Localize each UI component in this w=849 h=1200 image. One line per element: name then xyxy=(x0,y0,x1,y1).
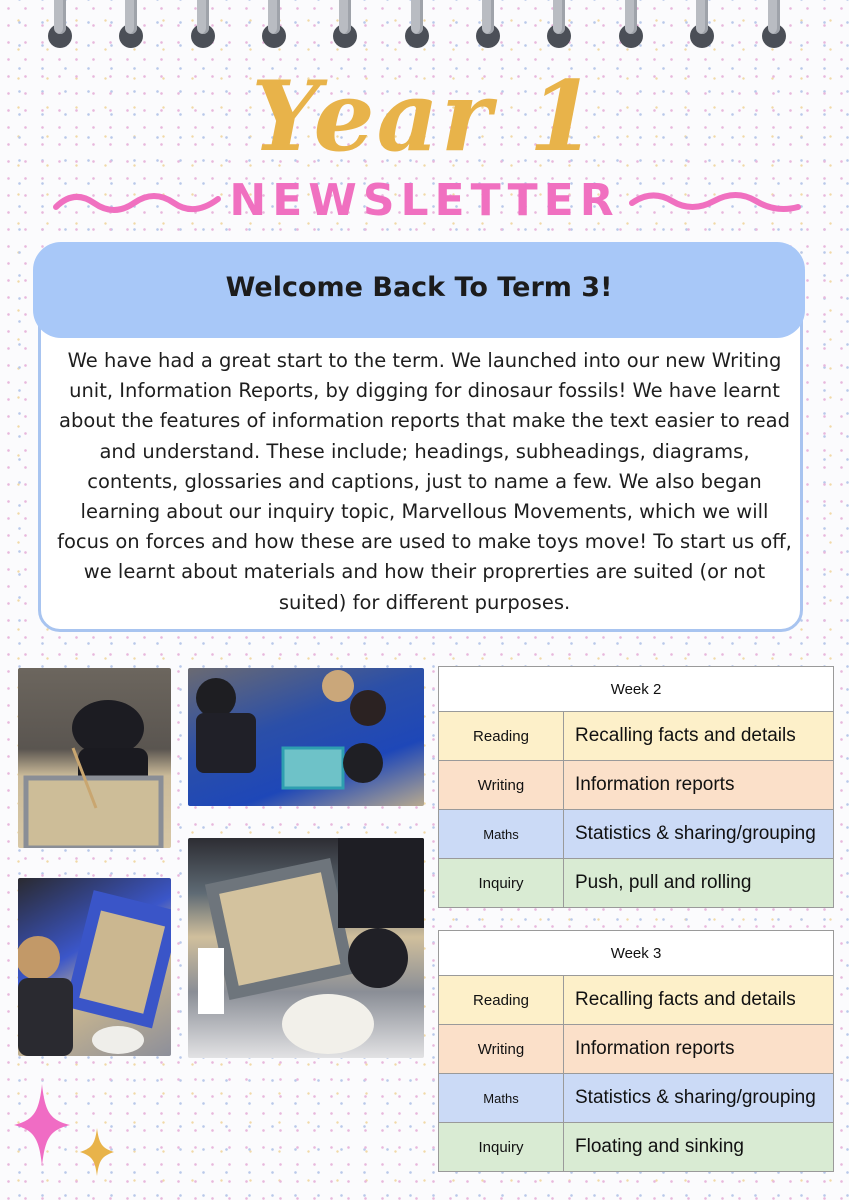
binding-ring xyxy=(50,0,70,44)
topic-cell: Statistics & sharing/grouping xyxy=(564,1074,834,1123)
table-row xyxy=(439,859,834,908)
subject-cell: Writing xyxy=(439,1025,564,1074)
gold-sparkle-icon xyxy=(78,1126,116,1178)
right-squiggle-decoration xyxy=(626,185,804,221)
topic-cell: Information reports xyxy=(564,1025,834,1074)
pink-sparkle-icon xyxy=(12,1082,72,1168)
table-row xyxy=(439,712,834,761)
topic-cell: Statistics & sharing/grouping xyxy=(564,810,834,859)
topic-cell: Information reports xyxy=(564,761,834,810)
table-row xyxy=(439,1025,834,1074)
table-row xyxy=(439,761,834,810)
photo-sand-tub-and-plate xyxy=(188,838,424,1058)
week-title: Week 3 xyxy=(439,931,834,976)
table-row xyxy=(439,1074,834,1123)
binding-ring xyxy=(764,0,784,44)
subject-cell: Inquiry xyxy=(439,1123,564,1172)
welcome-heading: Welcome Back To Term 3! xyxy=(225,272,613,303)
binding-ring xyxy=(264,0,284,44)
table-row xyxy=(439,1123,834,1172)
binding-ring xyxy=(407,0,427,44)
week-3-table xyxy=(438,930,834,1172)
binding-ring xyxy=(621,0,641,44)
binding-ring xyxy=(478,0,498,44)
welcome-body-text: We have had a great start to the term. We launched into our new Writing unit, Information Reports, by digging for dinosaur fossils! We have learnt about the features of information reports that make the text easier to read and understand. These include; headings, subheadings, diagrams, contents, glossaries and captions, just to name a few. We also began learning about our inquiry topic, Marvellous Movements, which we will focus on forces and how these are used to make toys move! To start us off, we learnt about materials and how their proprerties are suited (or not suited) for different purposes. xyxy=(57,349,792,614)
table-row xyxy=(439,976,834,1025)
week-2-table xyxy=(438,666,834,908)
title-newsletter: NEWSLETTER xyxy=(229,175,620,226)
title-year: Year 1 xyxy=(251,60,598,173)
photo-child-at-blue-tub xyxy=(18,878,171,1056)
topic-cell: Floating and sinking xyxy=(564,1123,834,1172)
topic-cell: Recalling facts and details xyxy=(564,976,834,1025)
subject-cell: Reading xyxy=(439,976,564,1025)
binding-ring xyxy=(335,0,355,44)
subject-cell: Inquiry xyxy=(439,859,564,908)
subject-cell: Maths xyxy=(439,810,564,859)
photo-child-digging xyxy=(18,668,171,848)
binding-ring xyxy=(193,0,213,44)
left-squiggle-decoration xyxy=(52,185,224,221)
subject-cell: Writing xyxy=(439,761,564,810)
topic-cell: Recalling facts and details xyxy=(564,712,834,761)
binding-ring xyxy=(692,0,712,44)
topic-cell: Push, pull and rolling xyxy=(564,859,834,908)
subject-cell: Reading xyxy=(439,712,564,761)
week-title: Week 2 xyxy=(439,667,834,712)
binding-ring xyxy=(549,0,569,44)
table-row xyxy=(439,810,834,859)
photo-group-at-table xyxy=(188,668,424,806)
binding-ring xyxy=(121,0,141,44)
subject-cell: Maths xyxy=(439,1074,564,1123)
